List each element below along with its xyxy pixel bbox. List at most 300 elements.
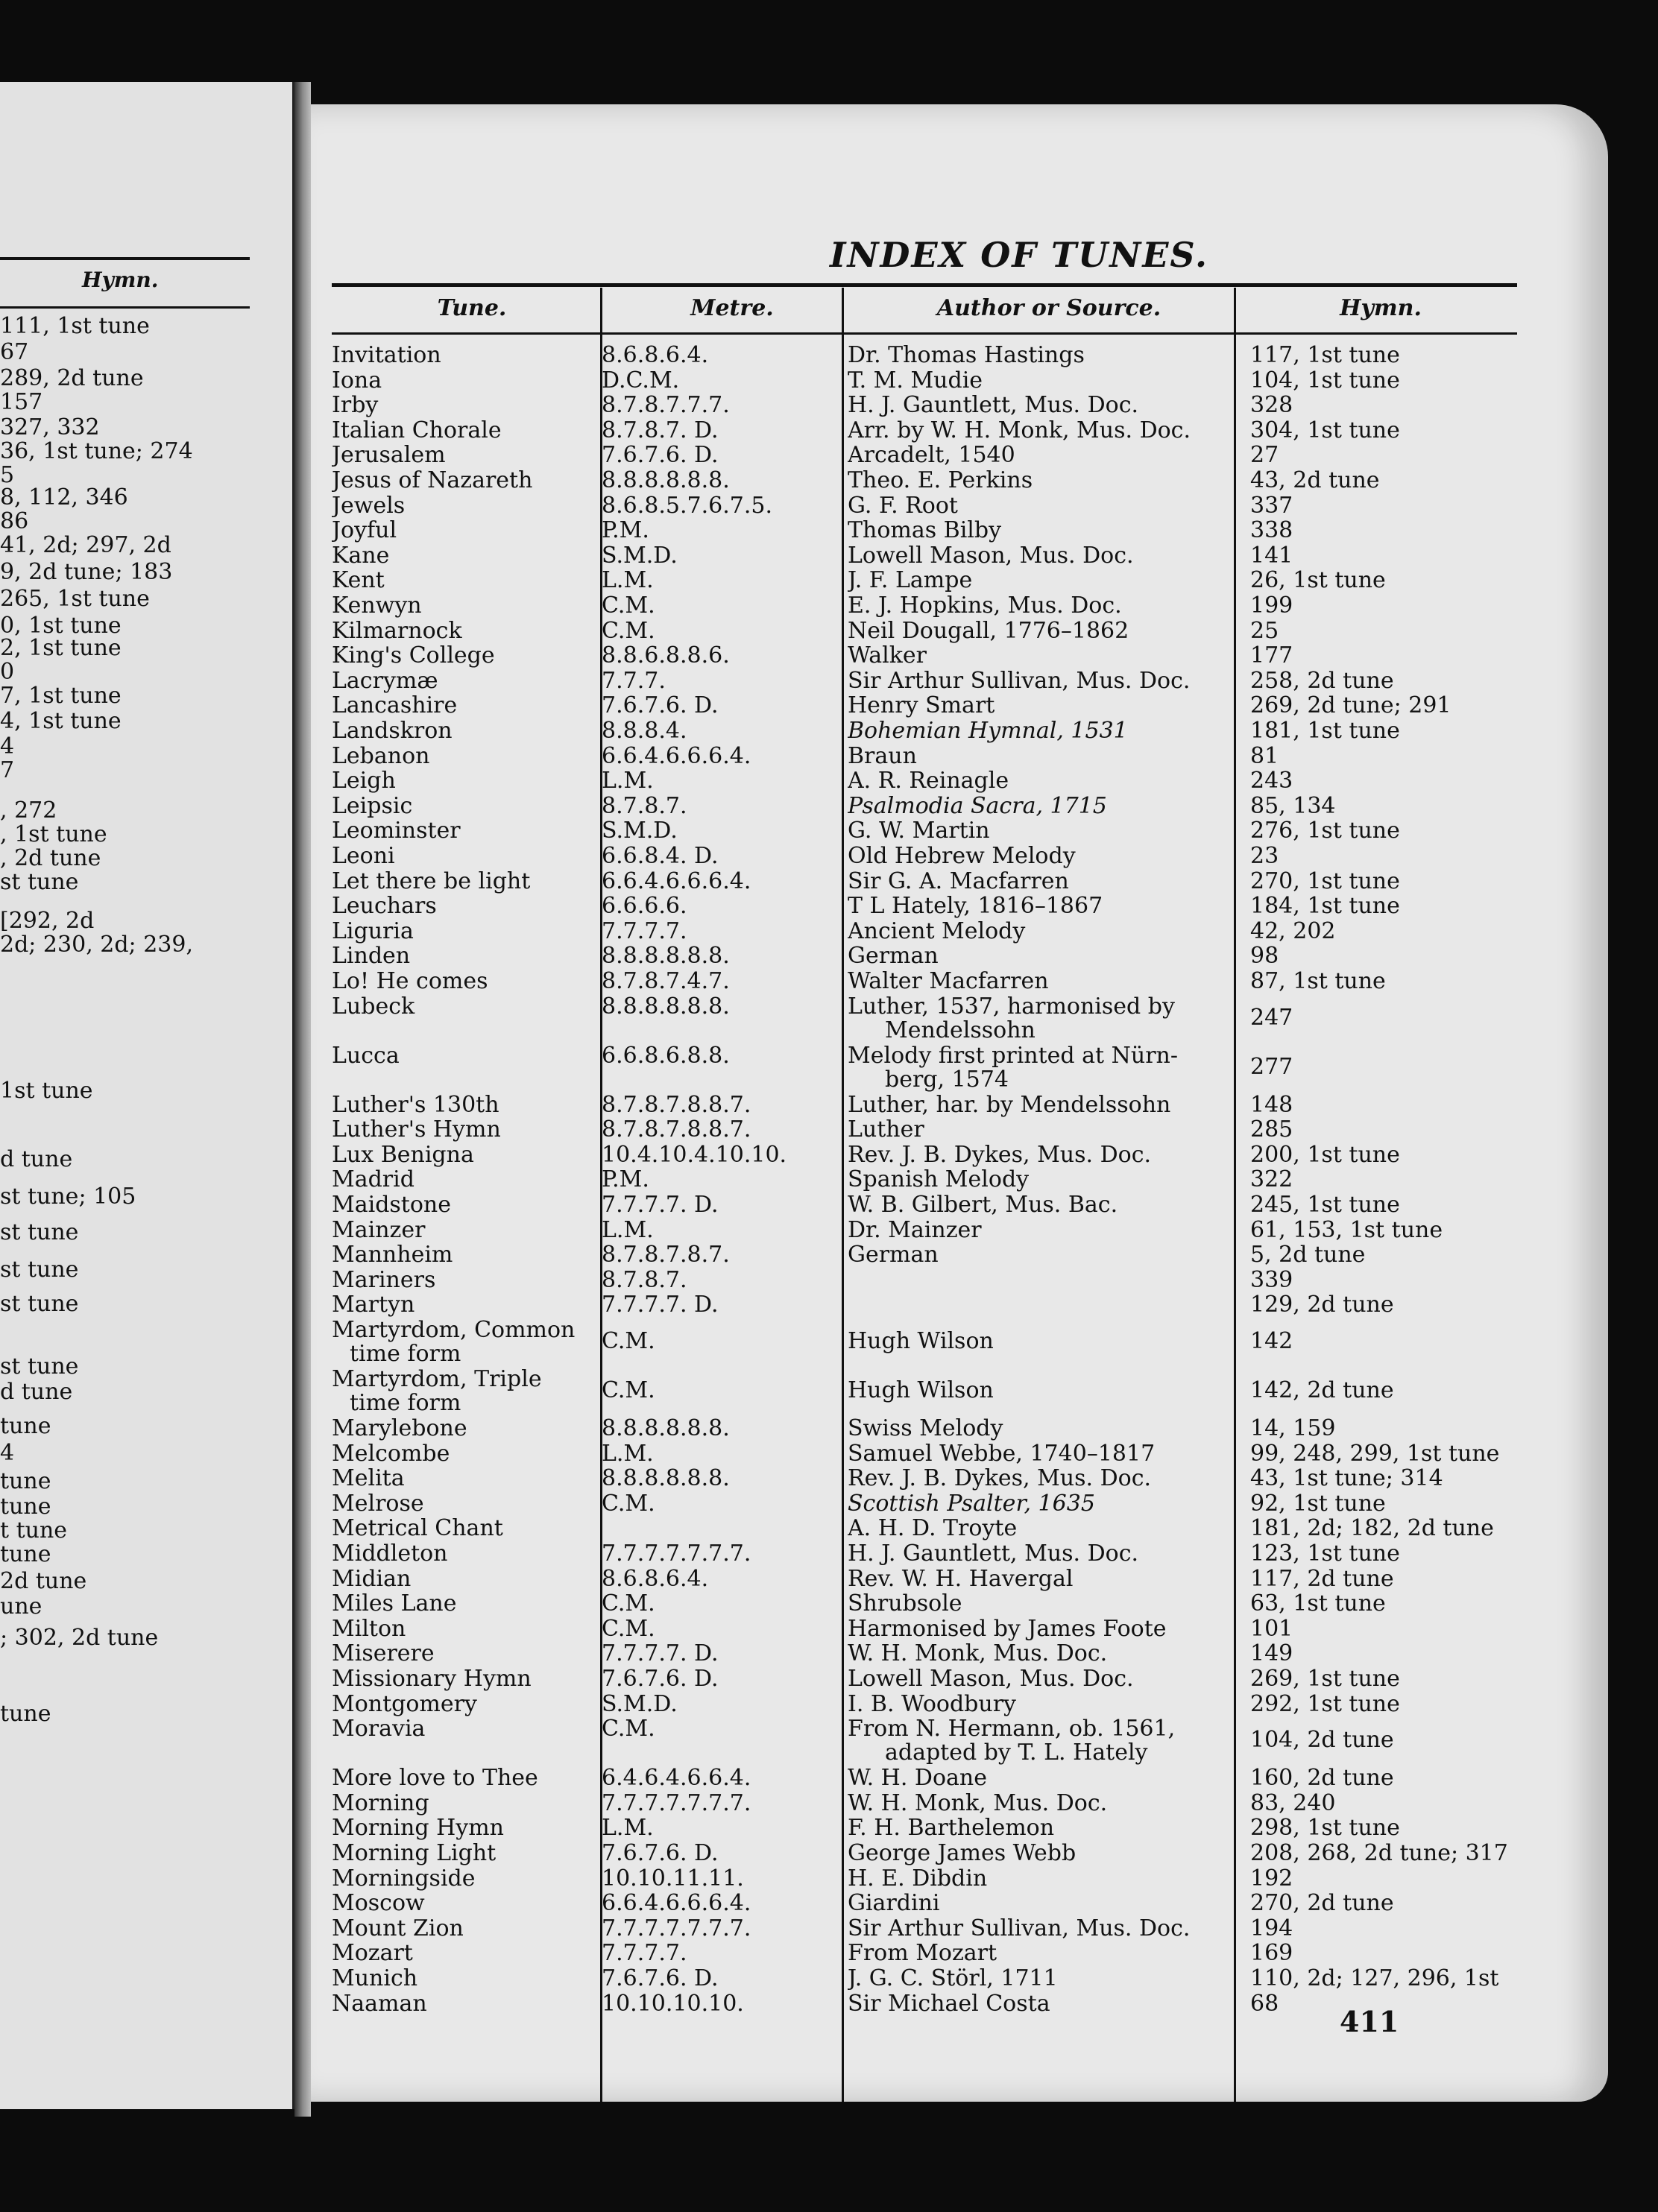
tune-name: Lebanon	[332, 743, 430, 769]
table-row	[311, 1541, 1608, 1567]
previous-page-line: 86	[0, 508, 29, 534]
table-row	[311, 1117, 1608, 1143]
index-page	[311, 104, 1608, 2102]
table-row	[311, 593, 1608, 619]
table-row	[311, 1466, 1608, 1491]
tune-metre: 10.10.11.11.	[602, 1865, 744, 1892]
hymn-number: 5, 2d tune	[1250, 1242, 1366, 1268]
previous-page-line: une	[0, 1593, 42, 1619]
tune-metre: 6.6.4.6.6.6.4.	[602, 743, 751, 769]
tune-source: Arr. by W. H. Monk, Mus. Doc.	[848, 417, 1191, 443]
hymn-number: 243	[1250, 768, 1293, 794]
tune-source: Luther	[848, 1117, 924, 1143]
previous-page-column-header: Hymn.	[82, 268, 159, 292]
tune-source: Shrubsole	[848, 1591, 962, 1617]
hymn-number: 81	[1250, 742, 1279, 769]
table-row	[311, 493, 1608, 519]
table-row	[311, 844, 1608, 869]
table-row	[311, 1941, 1608, 1966]
tune-metre: 7.7.7.7.	[602, 1941, 687, 1967]
hymn-number: 177	[1250, 642, 1293, 669]
tune-source: Ancient Melody	[848, 918, 1026, 944]
table-row	[311, 1841, 1608, 1866]
tune-name: Jerusalem	[332, 443, 446, 469]
tune-metre: S.M.D.	[602, 1691, 678, 1717]
previous-page-line: 157	[0, 389, 43, 415]
tune-source: Sir G. A. Macfarren	[848, 868, 1069, 894]
tune-name: Kent	[332, 568, 385, 594]
hymn-number: 269, 2d tune; 291	[1250, 692, 1451, 719]
tune-source: Thomas Bilby	[848, 518, 1002, 544]
previous-page-line: 2d tune	[0, 1568, 87, 1594]
table-row	[311, 568, 1608, 593]
tune-source: A. H. D. Troyte	[848, 1516, 1018, 1542]
hymn-number: 304, 1st tune	[1250, 417, 1400, 443]
table-row	[311, 1093, 1608, 1118]
tune-name: Mount Zion	[332, 1915, 464, 1941]
tune-source: Spanish Melody	[848, 1167, 1030, 1193]
hymn-number: 27	[1250, 442, 1279, 469]
table-row	[311, 919, 1608, 944]
tune-metre: C.M.	[602, 1378, 655, 1403]
tune-name: Mozart	[332, 1941, 413, 1967]
tune-name: Jewels	[332, 493, 406, 519]
table-row	[311, 1318, 1608, 1365]
tune-source: W. H. Monk, Mus. Doc.	[848, 1641, 1108, 1667]
tune-name: Naaman	[332, 1991, 427, 2017]
hymn-number: 141	[1250, 542, 1293, 569]
table-row	[311, 1367, 1608, 1415]
tune-source: H. E. Dibdin	[848, 1865, 988, 1892]
hymn-number: 92, 1st tune	[1250, 1490, 1386, 1517]
table-row	[311, 1816, 1608, 1841]
table-row	[311, 1766, 1608, 1791]
table-row	[311, 393, 1608, 418]
tune-name: Miles Lane	[332, 1591, 457, 1617]
page-number: 411	[1340, 2005, 1399, 2038]
tune-source: Luther, har. by Mendelssohn	[848, 1092, 1171, 1118]
tune-source: E. J. Hopkins, Mus. Doc.	[848, 593, 1122, 619]
tune-name: Let there be light	[332, 868, 531, 894]
tune-name: Kenwyn	[332, 593, 422, 619]
tune-metre: 7.7.7.7. D.	[602, 1292, 719, 1318]
tune-metre: 8.7.8.7.	[602, 793, 687, 819]
hymn-number: 160, 2d tune	[1250, 1765, 1394, 1792]
previous-page-line: 5	[0, 462, 15, 488]
tune-metre: 8.7.8.7.7.7.	[602, 393, 730, 419]
tune-source: Rev. J. B. Dykes, Mus. Doc.	[848, 1466, 1152, 1492]
tune-metre: 6.6.6.6.	[602, 894, 687, 920]
table-row	[311, 1416, 1608, 1441]
tune-metre: 7.7.7.7.	[602, 918, 687, 944]
tune-name: Martyrdom, Common	[332, 1318, 576, 1343]
tune-source: Sir Michael Costa	[848, 1991, 1050, 2017]
previous-page-line: d tune	[0, 1379, 73, 1405]
tune-source: I. B. Woodbury	[848, 1691, 1016, 1717]
hymn-number: 63, 1st tune	[1250, 1590, 1386, 1617]
column-header-metre: Metre.	[690, 295, 774, 321]
tune-metre: 8.7.8.7. D.	[602, 417, 719, 443]
previous-page-line: ; 302, 2d tune	[0, 1625, 159, 1651]
tune-source: Harmonised by James Foote	[848, 1616, 1167, 1642]
table-top-rule	[332, 283, 1517, 287]
tune-name: Mainzer	[332, 1217, 426, 1243]
tune-name: Lo! He comes	[332, 969, 488, 994]
table-header-rule	[332, 332, 1517, 335]
tune-source: Sir Arthur Sullivan, Mus. Doc.	[848, 1915, 1191, 1941]
tune-name: Leipsic	[332, 793, 413, 819]
tune-metre: L.M.	[602, 568, 654, 594]
table-row	[311, 994, 1608, 1042]
tune-name: Invitation	[332, 343, 441, 368]
column-header-source: Author or Source.	[936, 295, 1161, 321]
tune-metre: 7.7.7.	[602, 668, 666, 694]
tune-source: Walker	[848, 643, 927, 669]
tune-source: Braun	[848, 743, 917, 769]
tune-name: Iona	[332, 367, 382, 394]
hymn-number: 26, 1st tune	[1250, 567, 1386, 594]
previous-page	[0, 82, 294, 2109]
table-row	[311, 1891, 1608, 1916]
column-header-tune: Tune.	[437, 295, 507, 321]
tune-name: Mariners	[332, 1267, 436, 1293]
tune-source: Giardini	[848, 1891, 940, 1917]
tune-name: Moscow	[332, 1891, 425, 1917]
previous-page-line: 67	[0, 339, 29, 365]
hymn-number: 83, 240	[1250, 1789, 1336, 1816]
tune-source: Old Hebrew Melody	[848, 844, 1076, 869]
tune-source: Walter Macfarren	[848, 969, 1049, 994]
table-row	[311, 1242, 1608, 1268]
tune-source: Samuel Webbe, 1740–1817	[848, 1441, 1156, 1467]
previous-page-line: 265, 1st tune	[0, 586, 150, 612]
hymn-number: 101	[1250, 1615, 1293, 1642]
tune-source: Henry Smart	[848, 693, 995, 719]
tune-name: Morning	[332, 1790, 429, 1816]
table-row	[311, 1192, 1608, 1218]
book-gutter	[294, 82, 311, 2117]
hymn-number: 270, 1st tune	[1250, 868, 1400, 894]
tune-name: Leominster	[332, 818, 461, 844]
table-row	[311, 944, 1608, 969]
tune-name: Lacrymæ	[332, 668, 438, 694]
tune-metre: L.M.	[602, 1816, 654, 1842]
tune-metre: 7.6.7.6. D.	[602, 1666, 719, 1692]
tune-metre: 7.7.7.7. D.	[602, 1192, 719, 1218]
column-header-hymn: Hymn.	[1340, 295, 1422, 321]
tune-name: Milton	[332, 1616, 406, 1642]
previous-page-header	[0, 257, 250, 309]
tune-name: Middleton	[332, 1541, 448, 1567]
tune-metre: 7.7.7.7. D.	[602, 1641, 719, 1667]
tune-name: Linden	[332, 944, 411, 970]
hymn-number: 43, 2d tune	[1250, 467, 1380, 493]
previous-page-line: t tune	[0, 1517, 68, 1543]
table-row	[311, 869, 1608, 894]
previous-page-line: 36, 1st tune; 274	[0, 438, 193, 464]
tune-source: Neil Dougall, 1776–1862	[848, 618, 1129, 644]
hymn-number: 110, 2d; 127, 296, 1st	[1250, 1965, 1499, 1991]
table-row	[311, 718, 1608, 744]
table-row	[311, 1567, 1608, 1592]
previous-page-line: d tune	[0, 1146, 73, 1172]
tune-source: Scottish Psalter, 1635	[848, 1491, 1095, 1517]
tune-source: W. B. Gilbert, Mus. Bac.	[848, 1192, 1118, 1218]
previous-page-line: st tune	[0, 1291, 79, 1317]
hymn-number: 181, 1st tune	[1250, 718, 1400, 744]
hymn-number: 98	[1250, 943, 1279, 970]
table-row	[311, 643, 1608, 669]
tune-source: H. J. Gauntlett, Mus. Doc.	[848, 1541, 1139, 1567]
tune-source: Lowell Mason, Mus. Doc.	[848, 1666, 1134, 1692]
tune-name: Landskron	[332, 718, 453, 744]
tune-source: Theo. E. Perkins	[848, 468, 1033, 493]
tune-metre: 7.6.7.6. D.	[602, 443, 719, 469]
hymn-number: 68	[1250, 1990, 1279, 2017]
table-row	[311, 1591, 1608, 1617]
tune-metre: C.M.	[602, 1591, 655, 1617]
page-title: INDEX OF TUNES.	[829, 235, 1208, 275]
hymn-number: 247	[1250, 1004, 1293, 1031]
hymn-number: 298, 1st tune	[1250, 1815, 1400, 1842]
table-row	[311, 1167, 1608, 1192]
hymn-number: 85, 134	[1250, 792, 1336, 819]
tune-source: German	[848, 944, 939, 970]
previous-page-line: tune	[0, 1701, 51, 1727]
tune-source: F. H. Barthelemon	[848, 1816, 1055, 1842]
tune-name: Leigh	[332, 768, 396, 794]
tune-metre: 8.7.8.7.8.8.7.	[602, 1092, 751, 1118]
hymn-number: 276, 1st tune	[1250, 818, 1400, 844]
hymn-number: 339	[1250, 1266, 1293, 1293]
tune-metre: P.M.	[602, 518, 649, 544]
previous-page-line: 1st tune	[0, 1078, 93, 1104]
tune-source: W. H. Monk, Mus. Doc.	[848, 1790, 1108, 1816]
table-row	[311, 894, 1608, 919]
previous-page-line: st tune	[0, 1219, 79, 1245]
tune-name: Martyrdom, Triple	[332, 1367, 542, 1392]
hymn-number: 270, 2d tune	[1250, 1890, 1394, 1917]
hymn-number: 194	[1250, 1915, 1293, 1941]
hymn-number: 322	[1250, 1166, 1293, 1193]
table-row	[311, 619, 1608, 644]
hymn-number: 129, 2d tune	[1250, 1292, 1394, 1318]
tune-name: Marylebone	[332, 1416, 467, 1441]
tune-metre: 10.10.10.10.	[602, 1991, 744, 2017]
tune-metre: 8.8.8.8.8.8.	[602, 1416, 730, 1441]
tune-name: Mannheim	[332, 1242, 453, 1268]
previous-page-line: st tune	[0, 869, 79, 895]
tune-source: German	[848, 1242, 939, 1268]
tune-metre: L.M.	[602, 1441, 654, 1467]
tune-name: Melrose	[332, 1491, 424, 1517]
tune-metre: 10.4.10.4.10.10.	[602, 1142, 787, 1168]
tune-metre: 8.7.8.7.	[602, 1267, 687, 1293]
table-row	[311, 1666, 1608, 1692]
hymn-number: 181, 2d; 182, 2d tune	[1250, 1515, 1494, 1542]
table-row	[311, 1966, 1608, 1991]
tune-metre: 7.7.7.7.7.7.7.	[602, 1541, 751, 1567]
hymn-number: 200, 1st tune	[1250, 1141, 1400, 1168]
tune-source: Dr. Mainzer	[848, 1217, 982, 1243]
tune-metre: 8.7.8.7.8.8.7.	[602, 1117, 751, 1143]
tune-metre: 6.6.8.4. D.	[602, 844, 719, 869]
previous-page-line: tune	[0, 1494, 51, 1520]
tune-source-continued: adapted by T. L. Hately	[885, 1740, 1148, 1766]
hymn-number: 277	[1250, 1053, 1293, 1080]
tune-name: Irby	[332, 393, 379, 419]
tune-source: From N. Hermann, ob. 1561,	[848, 1716, 1176, 1742]
previous-page-line: tune	[0, 1468, 51, 1494]
table-row	[311, 1043, 1608, 1091]
tune-metre: 7.7.7.7.7.7.7.	[602, 1790, 751, 1816]
tune-metre: L.M.	[602, 1217, 654, 1243]
tune-metre: S.M.D.	[602, 543, 678, 569]
tune-metre: 8.8.8.8.8.8.	[602, 993, 730, 1020]
tune-name: Moravia	[332, 1716, 426, 1742]
tune-metre: 8.7.8.7.8.7.	[602, 1242, 730, 1268]
previous-page-line: tune	[0, 1541, 51, 1567]
table-row	[311, 418, 1608, 443]
tune-source: George James Webb	[848, 1841, 1077, 1866]
hymn-number: 328	[1250, 392, 1293, 419]
table-row	[311, 1991, 1608, 2017]
tune-name: Melcombe	[332, 1441, 450, 1467]
table-row	[311, 1692, 1608, 1717]
previous-page-line: st tune	[0, 1353, 79, 1380]
tune-name: Montgomery	[332, 1691, 477, 1717]
tune-name: Joyful	[332, 518, 397, 544]
hymn-number: 14, 159	[1250, 1415, 1336, 1441]
previous-page-line: [292, 2d	[0, 908, 95, 934]
tune-source: H. J. Gauntlett, Mus. Doc.	[848, 393, 1139, 419]
hymn-number: 99, 248, 299, 1st tune	[1250, 1440, 1500, 1467]
tune-source: Rev. J. B. Dykes, Mus. Doc.	[848, 1142, 1152, 1168]
tune-name: Kilmarnock	[332, 618, 462, 644]
tune-metre: 6.6.4.6.6.6.4.	[602, 1891, 751, 1917]
tune-metre: 8.7.8.7.4.7.	[602, 969, 730, 994]
previous-page-line: 4	[0, 733, 15, 759]
tune-source: A. R. Reinagle	[848, 768, 1009, 794]
tune-metre: 8.8.8.4.	[602, 718, 687, 744]
tune-metre: C.M.	[602, 1716, 655, 1742]
table-row	[311, 1617, 1608, 1642]
tune-name: Melita	[332, 1466, 405, 1492]
table-row	[311, 1916, 1608, 1941]
tune-name: Lancashire	[332, 693, 458, 719]
tune-source: G. F. Root	[848, 493, 958, 519]
table-row	[311, 969, 1608, 994]
previous-page-line: st tune	[0, 1257, 79, 1283]
table-row	[311, 518, 1608, 543]
hymn-number: 142	[1250, 1328, 1293, 1354]
tune-name: Morningside	[332, 1865, 476, 1892]
previous-page-line: 0	[0, 659, 15, 685]
tune-source: Hugh Wilson	[848, 1329, 994, 1354]
hymn-number: 142, 2d tune	[1250, 1377, 1394, 1403]
table-row	[311, 1516, 1608, 1541]
previous-page-line: 8, 112, 346	[0, 484, 128, 511]
hymn-number: 87, 1st tune	[1250, 968, 1386, 994]
previous-page-line: 2, 1st tune	[0, 635, 122, 661]
table-row	[311, 1716, 1608, 1764]
tune-name: Liguria	[332, 918, 414, 944]
hymn-number: 269, 1st tune	[1250, 1666, 1400, 1692]
tune-name: Lucca	[332, 1043, 400, 1069]
tune-name: Metrical Chant	[332, 1516, 503, 1542]
tune-name: King's College	[332, 643, 495, 669]
tune-name: Lubeck	[332, 993, 415, 1020]
table-row	[311, 1268, 1608, 1293]
table-row	[311, 1791, 1608, 1816]
hymn-number: 23	[1250, 843, 1279, 869]
tune-source: J. G. C. Störl, 1711	[848, 1966, 1058, 1991]
tune-source: Hugh Wilson	[848, 1378, 994, 1403]
previous-page-line: st tune; 105	[0, 1184, 136, 1210]
hymn-number: 104, 1st tune	[1250, 367, 1400, 394]
tune-name: Leuchars	[332, 894, 437, 920]
tune-metre: 7.7.7.7.7.7.7.	[602, 1915, 751, 1941]
previous-page-line: 4	[0, 1440, 15, 1466]
tune-source: Lowell Mason, Mus. Doc.	[848, 543, 1134, 569]
hymn-number: 117, 1st tune	[1250, 342, 1400, 368]
tune-name: Luther's 130th	[332, 1092, 499, 1118]
hymn-number: 337	[1250, 492, 1293, 519]
tune-name-continued: time form	[350, 1342, 461, 1367]
tune-metre: C.M.	[602, 618, 655, 644]
tune-name: Luther's Hymn	[332, 1117, 501, 1143]
previous-page-line: 2d; 230, 2d; 239,	[0, 932, 193, 958]
tune-source-continued: berg, 1574	[885, 1066, 1009, 1093]
table-row	[311, 1143, 1608, 1168]
tune-source: Melody first printed at Nürn-	[848, 1043, 1179, 1069]
tune-source: W. H. Doane	[848, 1766, 987, 1792]
table-row	[311, 1866, 1608, 1892]
table-row	[311, 468, 1608, 493]
previous-page-line: tune	[0, 1413, 51, 1439]
tune-name-continued: time form	[350, 1391, 461, 1416]
tune-name: More love to Thee	[332, 1766, 538, 1792]
tune-metre: 6.4.6.4.6.6.4.	[602, 1766, 751, 1792]
tune-metre: 6.6.8.6.8.8.	[602, 1043, 730, 1069]
tune-source: Dr. Thomas Hastings	[848, 343, 1085, 368]
tune-source: Swiss Melody	[848, 1416, 1003, 1441]
table-row	[311, 1491, 1608, 1517]
table-row	[311, 343, 1608, 368]
table-row	[311, 818, 1608, 844]
hymn-number: 192	[1250, 1865, 1293, 1892]
tune-metre: 8.6.8.6.4.	[602, 1566, 709, 1592]
tune-source: Rev. W. H. Havergal	[848, 1566, 1074, 1592]
hymn-number: 285	[1250, 1116, 1293, 1143]
hymn-number: 208, 268, 2d tune; 317	[1250, 1840, 1508, 1866]
tune-name: Italian Chorale	[332, 417, 502, 443]
tune-source: G. W. Martin	[848, 818, 990, 844]
previous-page-line: , 2d tune	[0, 845, 101, 871]
table-row	[311, 1441, 1608, 1467]
tune-name: Miserere	[332, 1641, 435, 1667]
hymn-number: 292, 1st tune	[1250, 1690, 1400, 1717]
hymn-number: 258, 2d tune	[1250, 667, 1394, 694]
previous-page-line: 9, 2d tune; 183	[0, 559, 173, 585]
tune-metre: 7.6.7.6. D.	[602, 1841, 719, 1866]
tune-name: Missionary Hymn	[332, 1666, 532, 1692]
tune-source: T. M. Mudie	[848, 367, 983, 394]
table-row	[311, 1218, 1608, 1243]
previous-page-line: 4, 1st tune	[0, 708, 122, 734]
tune-source: J. F. Lampe	[848, 568, 973, 594]
tune-metre: 8.8.8.8.8.8.	[602, 468, 730, 493]
